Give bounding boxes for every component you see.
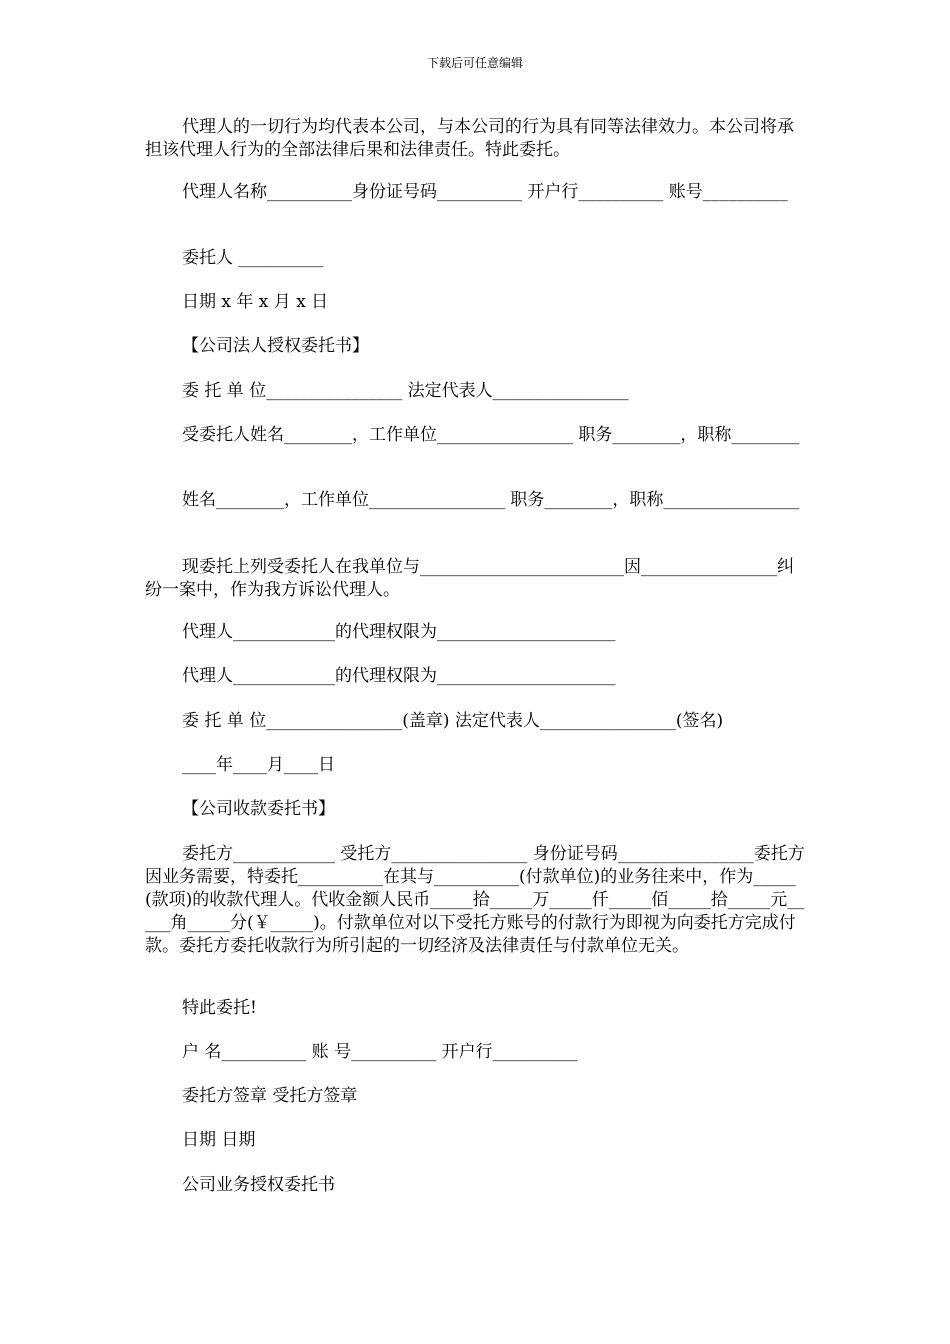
paragraph-dates: 日期 日期 [182, 1130, 256, 1150]
paragraph-entrusting-unit: 委 托 单 位________________ 法定代表人________________ [182, 381, 629, 401]
page-header: 下载后可任意编辑 [426, 56, 523, 70]
paragraph-account: 户 名__________ 账 号__________ 开户行__________ [182, 1042, 578, 1062]
paragraph-collection-body: 委托方____________ 受托方________________ 身份证号码________________委托方因业务需要，特委托__________在其与__________(付款单位)的业务往来中，作为_____(款项)的收款代理人。代收金额人民币_____拾_____万_____仟_____佰_____拾_____元_____角_____分(￥_____)。付款单位对以下受托方账号的付款行为即视为向委托方完成付款。委托方委托收款行为所引起的一切经济及法律责任与付款单位无关。 [145, 844, 805, 956]
paragraph-hereby: 特此委托! [182, 998, 257, 1018]
paragraph-trustee-1: 受委托人姓名________，工作单位________________ 职务________，职称________ [182, 425, 800, 445]
paragraph-ymd: ____年____月____日 [182, 755, 335, 775]
paragraph-agency-scope-2: 代理人____________的代理权限为_____________________ [182, 666, 616, 686]
paragraph-agency-scope-1: 代理人____________的代理权限为_____________________ [182, 622, 616, 642]
section-title-legal-person: 【公司法人授权委托书】 [182, 336, 369, 356]
paragraph-litigation: 现委托上列受委托人在我单位与________________________因________________纠纷一案中，作为我方诉讼代理人。 [145, 557, 794, 600]
section-title-collection: 【公司收款委托书】 [182, 799, 335, 819]
paragraph-signatures: 委托方签章 受托方签章 [182, 1086, 358, 1106]
paragraph-date: 日期 x 年 x 月 x 日 [182, 292, 329, 312]
paragraph-seal-sign: 委 托 单 位________________(盖章) 法定代表人________________(签名) [182, 711, 724, 731]
paragraph-trustee-2: 姓名________，工作单位________________ 职务________，职称________________ [182, 490, 800, 510]
paragraph-agent-info: 代理人名称__________身份证号码__________ 开户行__________ 账号__________ [182, 182, 788, 202]
paragraph-agent-liability: 代理人的一切行为均代表本公司，与本公司的行为具有同等法律效力。本公司将承担该代理人行为的全部法律后果和法律责任。特此委托。 [145, 117, 794, 160]
paragraph-principal: 委托人 __________ [182, 248, 324, 268]
section-title-business-authorization: 公司业务授权委托书 [182, 1175, 335, 1195]
